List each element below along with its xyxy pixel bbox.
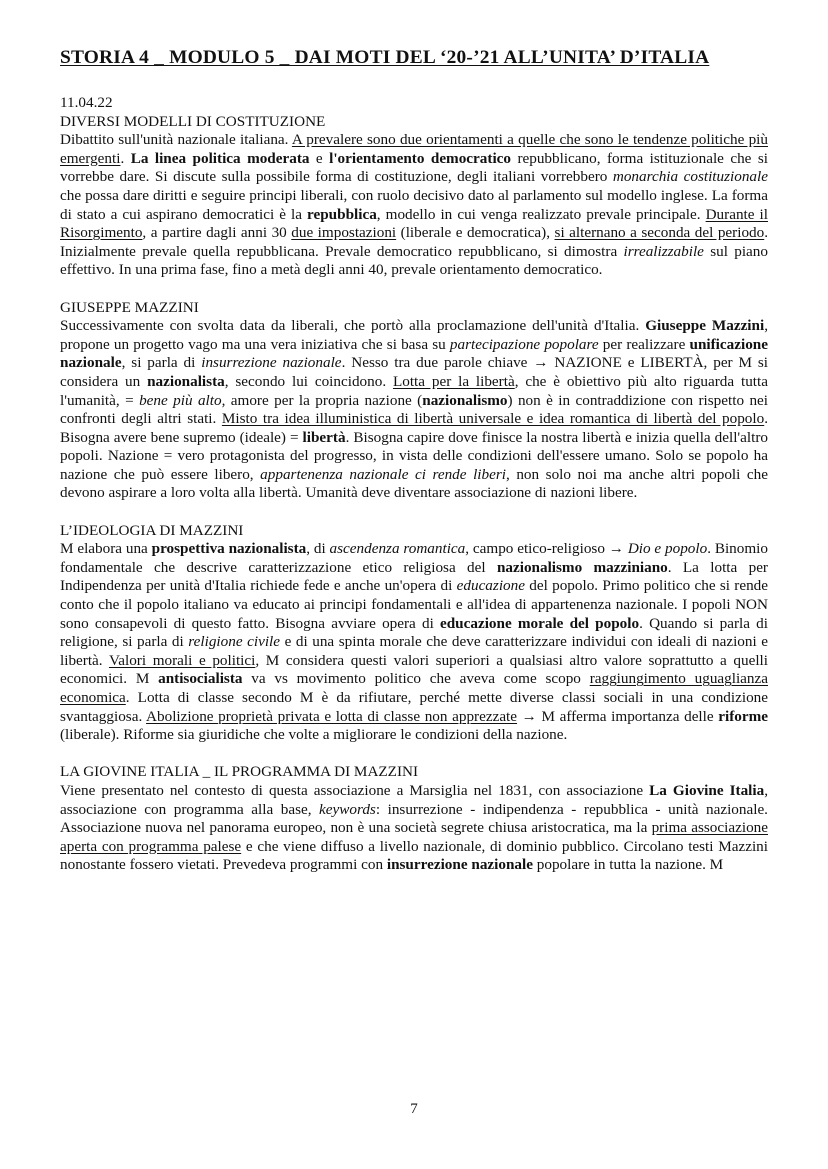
section-3 xyxy=(60,522,768,745)
bold-text: riforme xyxy=(718,707,768,725)
underlined-text: Abolizione proprietà privata e lotta di classe non apprezzate xyxy=(146,707,518,725)
text-run: M elabora una xyxy=(60,540,152,558)
bold-text: La linea politica moderata xyxy=(130,149,310,167)
text-run: . Inizialmente prevale quella repubblicana. Prevale democratico repubblicano, si dimostra xyxy=(60,224,769,260)
italic-text: ascendenza romantica xyxy=(329,540,466,558)
section-heading: DIVERSI MODELLI DI COSTITUZIONE xyxy=(60,112,326,130)
bold-text: nazionalismo xyxy=(422,391,508,409)
page-number: 7 xyxy=(410,1101,418,1117)
underlined-text: A prevalere sono due orientamenti a quelle che sono le tendenze politiche più emergenti xyxy=(60,131,768,167)
text-run: e che viene diffuso a livello nazionale, di dominio pubblico. Circolano testi Mazzini nonostante fossero vietati. Prevedeva programmi con xyxy=(60,837,768,874)
section-4 xyxy=(60,763,768,875)
text-run: Successivamente con svolta data da liberali, che portò alla proclamazione dell'unità d'Italia. xyxy=(60,317,646,335)
date-label: 11.04.22 xyxy=(60,94,113,111)
bold-text: prospettiva nazionalista xyxy=(151,540,307,558)
italic-text: appartenenza nazionale ci rende liberi xyxy=(260,465,506,483)
sections-container xyxy=(60,113,768,875)
text-run: . Lotta di classe secondo M è da rifiutare, perché mette diverse classi sociali in una condizione svantaggiosa. xyxy=(60,689,768,725)
text-run: , si parla di xyxy=(121,354,202,372)
bold-text: nazionalismo mazziniano xyxy=(496,558,668,576)
text-run: va vs movimento politico che aveva come scopo xyxy=(242,670,590,688)
text-run: , modello in cui venga realizzato prevale principale. xyxy=(376,205,706,223)
section-2 xyxy=(60,299,768,504)
text-run: . Nesso tra due parole chiave → NAZIONE e LIBERTÀ, per M si considera un xyxy=(60,354,769,390)
underlined-text: raggiungimento uguaglianza economica xyxy=(60,670,768,706)
section-heading: L’IDEOLOGIA DI MAZZINI xyxy=(60,521,244,539)
section-paragraph xyxy=(60,540,768,745)
bold-text: insurrezione nazionale xyxy=(386,856,533,874)
text-run: , a partire dagli anni 30 xyxy=(142,224,292,242)
text-run: . xyxy=(120,149,131,167)
page-title: STORIA 4 _ MODULO 5 _ DAI MOTI DEL ‘20-’21 ALL’UNITA’ D’ITALIA xyxy=(60,47,710,68)
text-run: e di una spinta morale che deve caratterizzare individui con ideali di nazioni e libertà. xyxy=(60,633,768,669)
section-paragraph xyxy=(60,317,768,503)
text-run: Dibattito sull'unità nazionale italiana. xyxy=(60,131,292,149)
text-run: sul piano effettivo. In una prima fase, fino a metà degli anni 40, prevale orientamento democratico. xyxy=(60,242,768,279)
italic-text: religione civile xyxy=(188,633,281,651)
text-run: per realizzare xyxy=(598,335,690,353)
section-paragraph xyxy=(60,782,768,875)
underlined-text: si alternano a seconda del periodo xyxy=(554,224,765,242)
underlined-text: Durante il Risorgimento xyxy=(60,205,768,242)
italic-text: insurrezione nazionale xyxy=(201,354,342,372)
text-run: , M considera questi valori superiori a qualsiasi altro valore soprattutto a quelli economici. M xyxy=(60,651,768,688)
text-run: (liberale e democratica), xyxy=(396,224,555,242)
text-run: repubblicano, forma istituzionale che si vorrebbe dare. Si discute sulla possibile forma di costituzione, degli italiani vorrebbero xyxy=(60,149,768,186)
text-run: . Binomio fondamentale che descrive caratterizzazione etico religiosa del xyxy=(60,540,768,576)
text-run: , amore per la propria nazione ( xyxy=(221,391,423,409)
italic-text: keywords xyxy=(319,800,376,818)
text-run: , di xyxy=(306,540,330,558)
text-run: : insurrezione - indipendenza - repubblica - unità nazionale. Associazione nuova nel panorama europeo, non è una società segrete chiusa aristocratica, ma la xyxy=(60,800,768,837)
text-run: , che è obiettivo più alto riguarda tutta l'umanità, = xyxy=(60,372,768,409)
bold-text: antisocialista xyxy=(158,670,243,688)
italic-text: partecipazione popolare xyxy=(449,335,599,353)
bold-text: nazionalista xyxy=(147,372,225,390)
text-run: , campo etico-religioso → xyxy=(465,540,628,558)
section-heading: GIUSEPPE MAZZINI xyxy=(60,298,199,316)
italic-text: monarchia costituzionale xyxy=(612,168,768,186)
underlined-text: due impostazioni xyxy=(291,224,397,242)
text-run: . Bisogna avere bene supremo (ideale) = xyxy=(60,410,768,446)
bold-text: repubblica xyxy=(307,205,377,223)
text-run: che possa dare diritti e seguire principi liberali, con ruolo decisivo dato al parlamento sul modello inglese. La forma di stato a cui aspirano democratici è la xyxy=(60,186,768,223)
underlined-text: prima associazione aperta con programma palese xyxy=(60,819,768,855)
section-heading: LA GIOVINE ITALIA _ IL PROGRAMMA DI MAZZINI xyxy=(60,763,419,781)
bold-text: libertà xyxy=(302,428,346,446)
text-run: , secondo lui coincidono. xyxy=(224,372,393,390)
text-run: del popolo. Primo politico che si rende conto che il popolo italiano va educato ai principi fondamentali e all'idea di appartenenza nazionale. I popoli NON sono consapevoli di questo fatto. Bisogna avviare opera di xyxy=(60,577,768,632)
bold-text: La Giovine Italia xyxy=(649,781,765,799)
italic-text: irrealizzabile xyxy=(623,242,704,260)
text-run: e xyxy=(309,149,330,167)
italic-text: educazione xyxy=(456,577,525,595)
text-run: → M afferma importanza delle xyxy=(517,707,719,725)
bold-text: unificazione nazionale xyxy=(60,335,768,372)
text-run: , propone un progetto vago ma una vera iniziativa che si basa su xyxy=(60,317,768,353)
bold-text: l'orientamento democratico xyxy=(329,149,511,167)
text-run: (liberale). Riforme sia giuridiche che volte a migliorare le condizioni della nazione. xyxy=(60,726,568,744)
italic-text: bene più alto xyxy=(139,391,222,409)
text-run: . Quando si parla di religione, si parla di xyxy=(60,614,768,651)
text-run: ) non è in contraddizione con rispetto nei confronti degli altri stati. xyxy=(60,391,768,428)
text-run: . Bisogna capire dove finisce la nostra libertà e inizia quella dell'altro popoli. Nazione = vero protagonista del progresso, in vista delle condizioni dell'essere umano. Solo se popolo ha nazione che può essere libero, xyxy=(60,428,768,483)
bold-text: educazione morale del popolo xyxy=(439,614,640,632)
underlined-text: Valori morali e politici xyxy=(108,651,256,669)
section-paragraph xyxy=(60,131,768,280)
underlined-text: Lotta per la libertà xyxy=(392,372,515,390)
text-run: , non solo noi ma anche altri popoli che devono aspirare a loro volta alla libertà. Umanità deve diventare associazione di nazioni libere. xyxy=(60,465,768,502)
text-run: , associazione con programma alla base, xyxy=(60,781,768,818)
text-run: Viene presentato nel contesto di questa associazione a Marsiglia nel 1831, con associazione xyxy=(60,781,650,799)
italic-text: Dio e popolo xyxy=(627,540,708,558)
bold-text: Giuseppe Mazzini xyxy=(645,317,765,335)
text-run: . La lotta per Indipendenza per unità d'Italia richiede fede e anche un'opera di xyxy=(60,558,768,595)
section-1 xyxy=(60,113,768,280)
text-run: popolare in tutta la nazione. M xyxy=(532,856,724,874)
underlined-text: Misto tra idea illuministica di libertà universale e idea romantica di libertà del popolo xyxy=(221,410,765,428)
